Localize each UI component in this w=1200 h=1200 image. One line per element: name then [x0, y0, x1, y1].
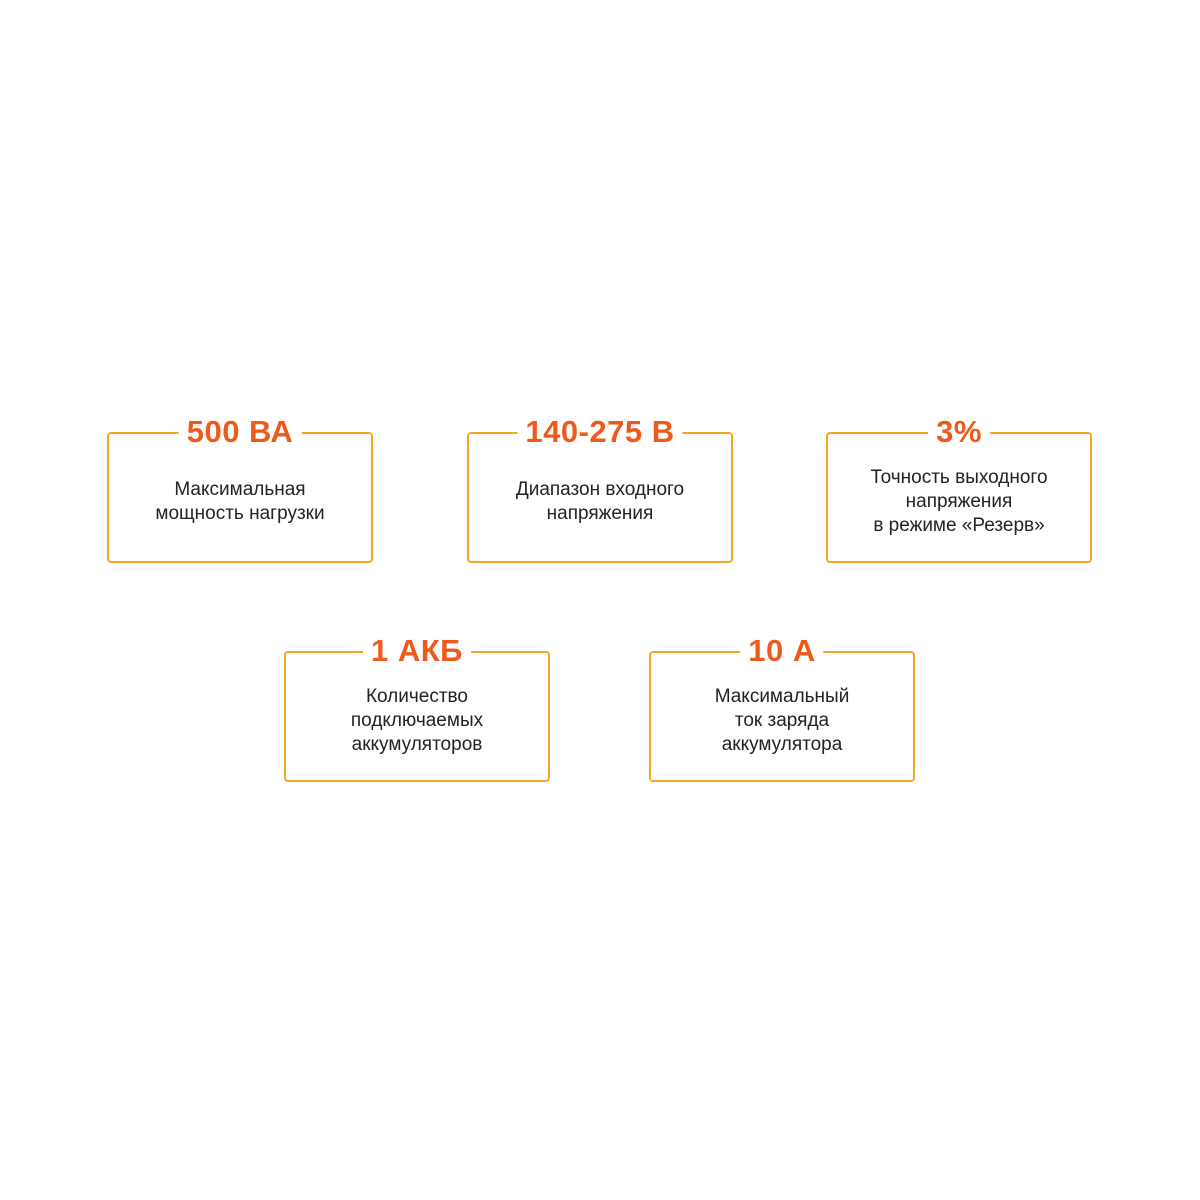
spec-description [286, 661, 548, 780]
spec-card-battery-count [284, 633, 550, 782]
spec-description-line: напряжения [546, 502, 654, 524]
spec-card-input-voltage-range [467, 414, 733, 563]
spec-card-charge-current [649, 633, 915, 782]
spec-value: 3% [928, 415, 990, 449]
spec-description-line: Точность выходного [870, 466, 1048, 488]
spec-value: 1 АКБ [363, 634, 471, 668]
spec-value: 500 ВА [179, 415, 302, 449]
spec-card-max-load [107, 414, 373, 563]
spec-description-line: аккумуляторов [351, 733, 483, 755]
spec-description-line: Максимальная [174, 478, 306, 500]
spec-description-line: Диапазон входного [515, 478, 685, 500]
spec-description-line: Количество [365, 685, 469, 707]
spec-description [651, 661, 913, 780]
spec-description-line: мощность нагрузки [155, 502, 325, 524]
spec-description-line: подключаемых [350, 709, 484, 731]
spec-description-line: в режиме «Резерв» [873, 514, 1045, 536]
spec-card-output-accuracy [826, 414, 1092, 563]
spec-description [109, 442, 371, 561]
spec-value: 10 А [740, 634, 823, 668]
spec-description-line: ток заряда [734, 709, 830, 731]
spec-description-line: напряжения [905, 490, 1013, 512]
spec-value: 140-275 В [517, 415, 682, 449]
spec-description-line: аккумулятора [721, 733, 843, 755]
spec-description [469, 442, 731, 561]
spec-description-line: Максимальный [714, 685, 850, 707]
spec-description [828, 442, 1090, 561]
